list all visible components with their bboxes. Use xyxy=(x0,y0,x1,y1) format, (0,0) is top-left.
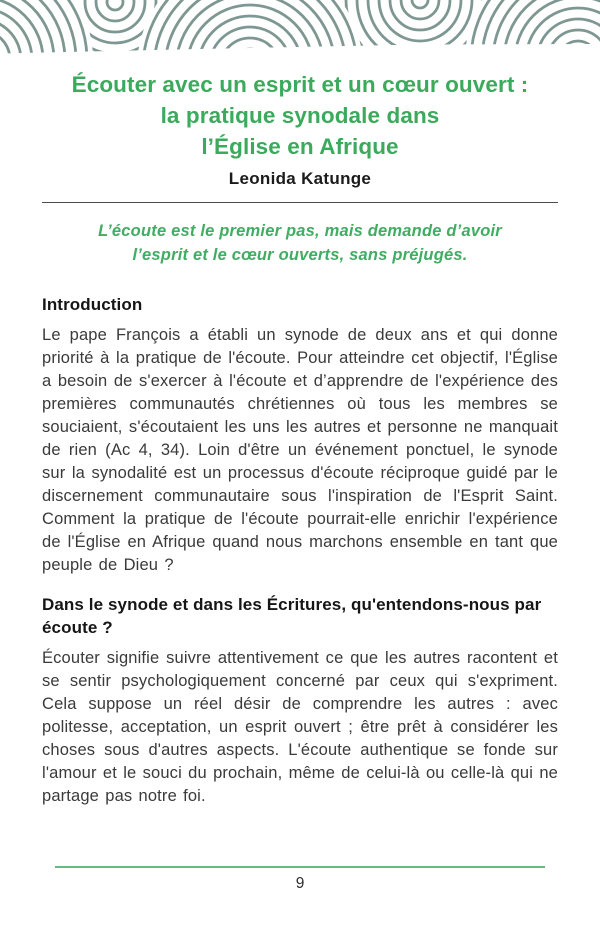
page-content xyxy=(0,69,600,808)
chapter-title xyxy=(42,69,558,162)
divider-rule xyxy=(42,202,558,203)
footer-rule xyxy=(55,866,545,868)
concentric-circles-pattern-icon xyxy=(0,0,600,56)
chapter-title-line: l’Église en Afrique xyxy=(201,134,399,159)
section-heading-synode-ecritures: Dans le synode et dans les Écritures, qu'entendons-nous par écoute ? xyxy=(42,595,542,637)
author-name: Leonida Katunge xyxy=(228,169,372,188)
chapter-title-line: la pratique synodale dans xyxy=(160,103,440,128)
chapter-title-line: Écouter avec un esprit et un cœur ouvert : xyxy=(71,72,529,97)
epigraph-line: l’esprit et le cœur ouverts, sans préjugés. xyxy=(132,246,468,264)
epigraph-line: L’écoute est le premier pas, mais demande d’avoir xyxy=(98,222,502,240)
page-footer xyxy=(0,866,600,893)
epigraph xyxy=(42,219,558,267)
paragraph-ecoute-definition: Écouter signifie suivre attentivement ce que les autres racontent et se sentir psychologiquement concerné par ceux qui s'expriment. Cela suppose un réel désir de comprendre les autres : avec politesse, acceptation, un esprit ouvert ; être prêt à considérer les choses sous d'autres aspects. L'écoute authentique se fonde sur l'amour et le souci du prochain, même de celui-là ou celle-là qui ne partage pas notre foi. xyxy=(42,649,558,805)
page-number: 9 xyxy=(295,875,305,892)
paragraph-introduction: Le pape François a établi un synode de deux ans et qui donne priorité à la pratique de l'écoute. Pour atteindre cet objectif, l'Église a besoin de s'exercer à l'écoute et d’apprendre de l'expérience des premières communautés chrétiennes où tous les membres se souciaient, s'écoutaient les uns les autres et personne ne manquait de rien (Ac 4, 34). Loin d'être un événement ponctuel, le synode sur la synodalité est un processus d'écoute réciproque guidé par le discernement communautaire sous l'inspiration de l'Esprit Saint. Comment la pratique de l'écoute pourrait-elle enrichir l'expérience de l'Église en Afrique quand nous marchons ensemble en tant que peuple de Dieu ? xyxy=(42,326,558,574)
section-heading-introduction: Introduction xyxy=(42,295,143,314)
